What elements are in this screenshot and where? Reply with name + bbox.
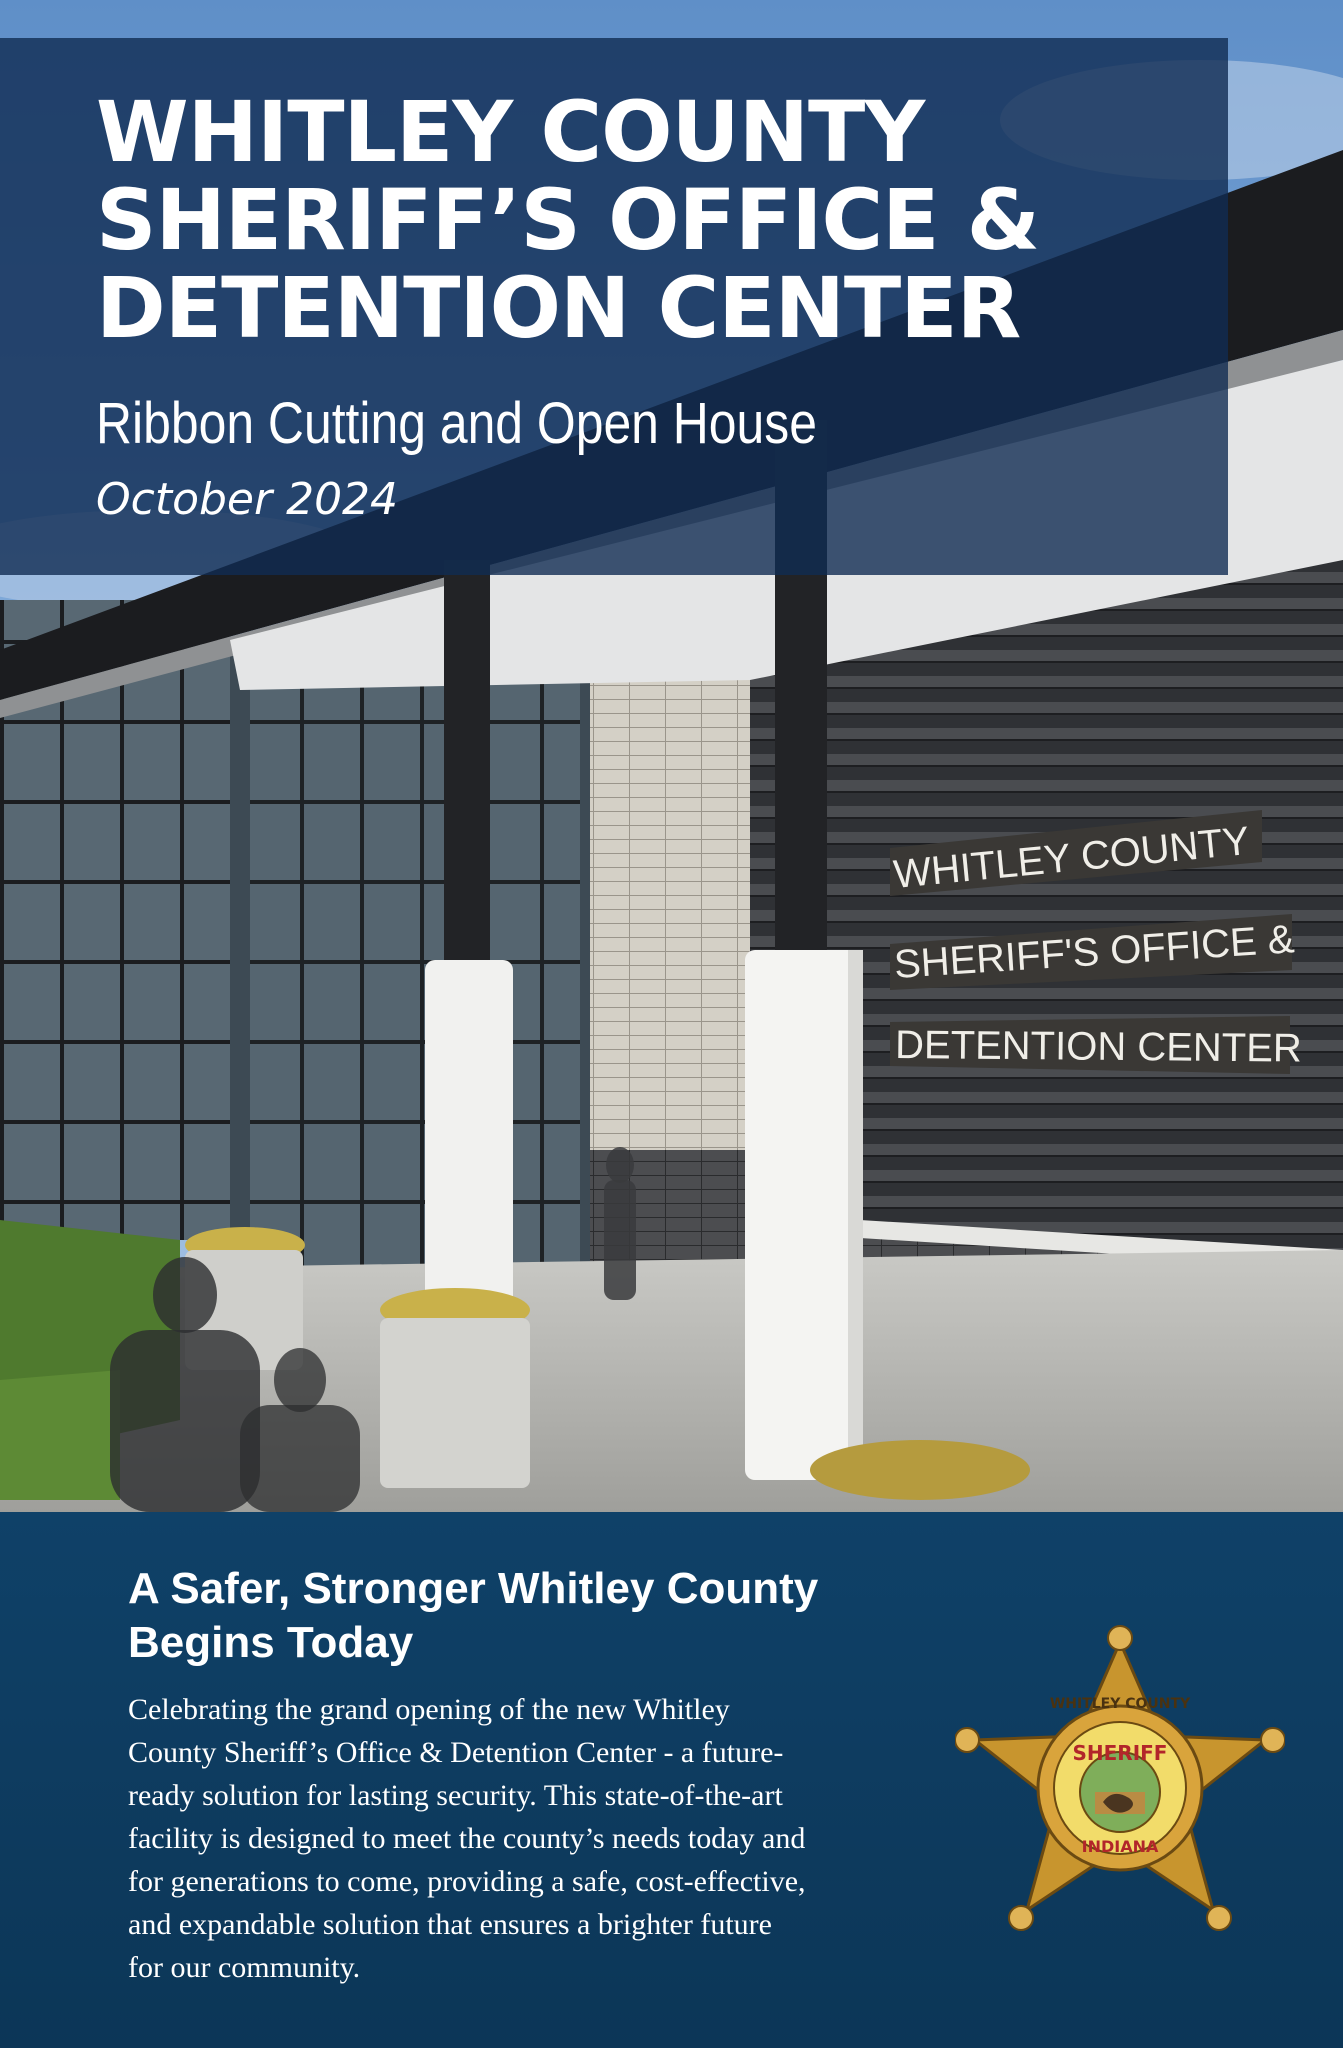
title-line-2: SHERIFF’S OFFICE & <box>96 171 1040 269</box>
sign-line-2: SHERIFF'S OFFICE & <box>892 917 1296 987</box>
sheriff-star-badge-icon <box>955 1620 1285 1950</box>
body-line: for generations to come, providing a safe, cost-effective, <box>128 1865 806 1898</box>
badge-center-text: SHERIFF <box>1072 1741 1168 1765</box>
title-line-1: WHITLEY COUNTY <box>96 83 925 181</box>
page-title <box>96 83 1226 357</box>
event-subtitle: Ribbon Cutting and Open House <box>96 391 817 456</box>
title-line-3: DETENTION CENTER <box>96 259 1021 357</box>
badge-top-text: WHITLEY COUNTY <box>1049 1696 1191 1712</box>
headline-line-1: A Safer, Stronger Whitley County <box>128 1564 819 1613</box>
body-line: for our community. <box>128 1951 361 1984</box>
section-headline <box>128 1562 818 1670</box>
headline-line-2: Begins Today <box>128 1618 414 1667</box>
building-sign <box>890 810 1302 1074</box>
sign-line-3: DETENTION CENTER <box>894 1023 1302 1071</box>
event-date: October 2024 <box>96 474 399 525</box>
body-line: ready solution for lasting security. This state-of-the-art <box>128 1779 783 1812</box>
body-line: facility is designed to meet the county’s needs today and <box>128 1822 806 1855</box>
sign-line-1: WHITLEY COUNTY <box>891 818 1252 897</box>
body-line: and expandable solution that ensures a brighter future <box>128 1908 772 1941</box>
badge-bottom-text: INDIANA <box>1081 1837 1159 1856</box>
body-line: County Sheriff’s Office & Detention Center - a future- <box>128 1736 784 1769</box>
section-body <box>128 1688 928 1989</box>
body-line: Celebrating the grand opening of the new Whitley <box>128 1693 730 1726</box>
